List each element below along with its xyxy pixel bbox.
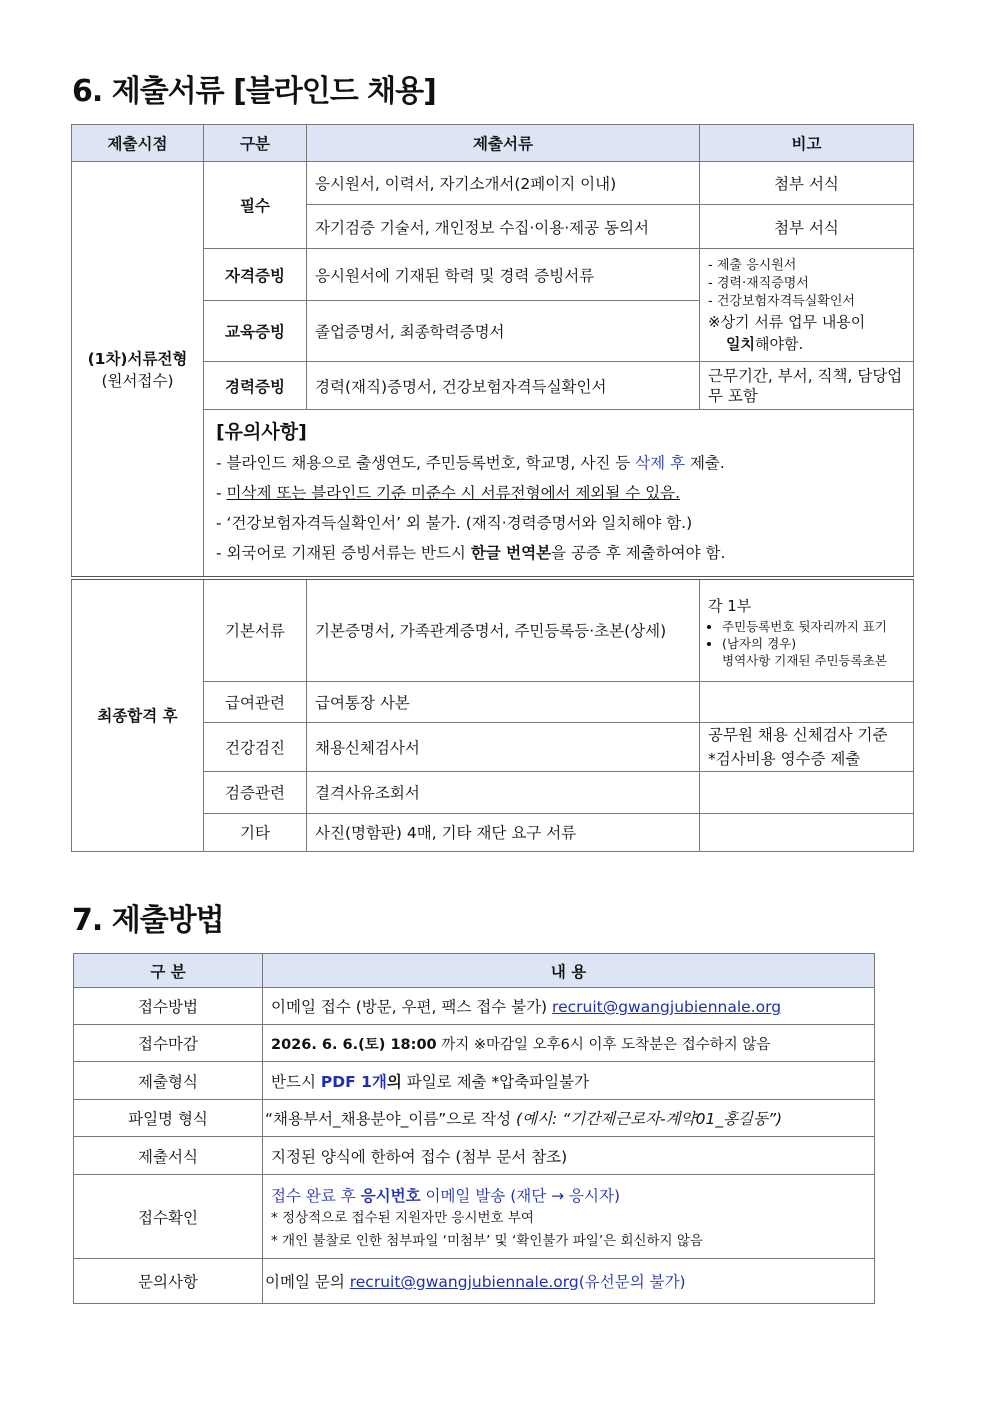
- note-item-1: - 블라인드 채용으로 출생연도, 주민등록번호, 학교명, 사진 등 삭제 후 제출.: [216, 454, 725, 472]
- inquiry-label: 문의사항: [74, 1259, 263, 1304]
- submission-documents-table: [71, 124, 914, 852]
- notes-title: [유의사항]: [216, 421, 307, 443]
- confirmation-note-2: * 개인 불찰로 인한 첨부파일 ‘미첨부’ 및 ‘확인불가 파일’은 회신하지 않음: [271, 1232, 703, 1249]
- category-education: 교육증빙: [204, 301, 307, 362]
- verification-docs: 결격사유조회서: [307, 771, 700, 813]
- verification-note: [700, 771, 914, 813]
- stage-sublabel: (원서접수): [101, 372, 174, 390]
- header-content: 내 용: [263, 954, 875, 988]
- filename-label: 파일명 형식: [74, 1100, 263, 1137]
- email-link[interactable]: recruit@gwangjubiennale.org: [349, 1273, 579, 1291]
- career-note: 근무기간, 부서, 직책, 담당업무 포함: [700, 362, 914, 410]
- header-remarks: 비고: [700, 125, 914, 162]
- note-tail: 해야함.: [754, 335, 804, 353]
- inquiry-content: 이메일 문의 recruit@gwangjubiennale.org(유선문의 불가): [263, 1259, 875, 1304]
- other-docs: 사진(명함판) 4매, 기타 재단 요구 서류: [307, 813, 700, 851]
- category-qualification: 자격증빙: [204, 249, 307, 301]
- qualification-note: [700, 249, 914, 362]
- stage-final-pass: 최종합격 후: [72, 578, 204, 851]
- basic-note-bullet: • 주민등록번호 뒷자리까지 표기: [722, 618, 905, 635]
- stage-label: (1차)서류전형: [87, 350, 188, 368]
- filename-content: “채용부서_채용분야_이름”으로 작성 (예시: “기간제근로자-계약01_홍길동”): [263, 1100, 875, 1137]
- required-docs-2: 자기검증 기술서, 개인정보 수집·이용·제공 동의서: [307, 205, 700, 249]
- salary-note: [700, 681, 914, 722]
- confirmation-note-1: * 정상적으로 접수된 지원자만 응시번호 부여: [271, 1209, 534, 1226]
- health-note: 공무원 채용 신체검사 기준 *검사비용 영수증 제출: [700, 722, 914, 771]
- required-docs-1: 응시원서, 이력서, 자기소개서(2페이지 이내): [307, 162, 700, 205]
- deadline-content: 2026. 6. 6.(토) 18:00 까지 ※마감일 오후6시 이후 도착분은 접수하지 않음: [263, 1025, 875, 1062]
- basic-note-head: 각 1부: [708, 596, 752, 615]
- email-link[interactable]: recruit@gwangjubiennale.org: [552, 998, 782, 1016]
- category-health: 건강검진: [204, 722, 307, 771]
- category-career: 경력증빙: [204, 362, 307, 410]
- template-label: 제출서식: [74, 1137, 263, 1175]
- header-division: 구 분: [74, 954, 263, 988]
- confirmation-content: 접수 완료 후 응시번호 이메일 발송 (재단 → 응시자) * 정상적으로 접수된 지원자만 응시번호 부여 * 개인 불찰로 인한 첨부파일 ‘미첨부’ 및 ‘확인불가 파일’은 회신하지 않음: [263, 1175, 875, 1259]
- notes-box: [204, 410, 914, 579]
- category-basic: 기본서류: [204, 578, 307, 681]
- category-salary: 급여관련: [204, 681, 307, 722]
- qualification-docs: 응시원서에 기재된 학력 및 경력 증빙서류: [307, 249, 700, 301]
- method-label: 접수방법: [74, 988, 263, 1025]
- template-content: 지정된 양식에 한하여 접수 (첨부 문서 참조): [263, 1137, 875, 1175]
- stage-document-screening: [72, 162, 204, 579]
- deadline-label: 접수마감: [74, 1025, 263, 1062]
- header-timing: 제출시점: [72, 125, 204, 162]
- format-content: 반드시 PDF 1개의 파일로 제출 *압축파일불가: [263, 1062, 875, 1100]
- section-7-title: 7. 제출방법: [72, 903, 224, 938]
- note-line: - 경력·재직증명서: [708, 276, 809, 291]
- note-line: - 제출 응시원서: [708, 258, 797, 273]
- header-category: 구분: [204, 125, 307, 162]
- note-item-4: - 외국어로 기재된 증빙서류는 반드시 한글 번역본을 공증 후 제출하여야 함.: [216, 544, 726, 562]
- category-required: 필수: [204, 162, 307, 249]
- salary-docs: 급여통장 사본: [307, 681, 700, 722]
- format-label: 제출형식: [74, 1062, 263, 1100]
- confirmation-label: 접수확인: [74, 1175, 263, 1259]
- note-mark: ※상기 서류 업무 내용이: [708, 313, 866, 331]
- note-line: - 건강보험자격득실확인서: [708, 294, 855, 309]
- method-content: 이메일 접수 (방문, 우편, 팩스 접수 불가) recruit@gwangjubiennale.org: [263, 988, 875, 1025]
- note-item-3: - ‘건강보험자격득실확인서’ 외 불가. (재직·경력증명서와 일치해야 함.): [216, 514, 693, 532]
- basic-note: [700, 578, 914, 681]
- section-6-title: 6. 제출서류 [블라인드 채용]: [72, 74, 436, 109]
- header-documents: 제출서류: [307, 125, 700, 162]
- health-docs: 채용신체검사서: [307, 722, 700, 771]
- career-docs: 경력(재직)증명서, 건강보험자격득실확인서: [307, 362, 700, 410]
- submission-method-table: [73, 953, 875, 1304]
- category-other: 기타: [204, 813, 307, 851]
- required-note-1: 첨부 서식: [700, 162, 914, 205]
- basic-note-bullet: • (남자의 경우) 병역사항 기재된 주민등록초본: [722, 635, 905, 669]
- note-item-2: - 미삭제 또는 블라인드 기준 미준수 시 서류전형에서 제외될 수 있음.: [216, 484, 681, 502]
- required-note-2: 첨부 서식: [700, 205, 914, 249]
- category-verification: 검증관련: [204, 771, 307, 813]
- other-note: [700, 813, 914, 851]
- education-docs: 졸업증명서, 최종학력증명서: [307, 301, 700, 362]
- note-bold: 일치: [726, 335, 755, 353]
- basic-docs: 기본증명서, 가족관계증명서, 주민등록등·초본(상세): [307, 578, 700, 681]
